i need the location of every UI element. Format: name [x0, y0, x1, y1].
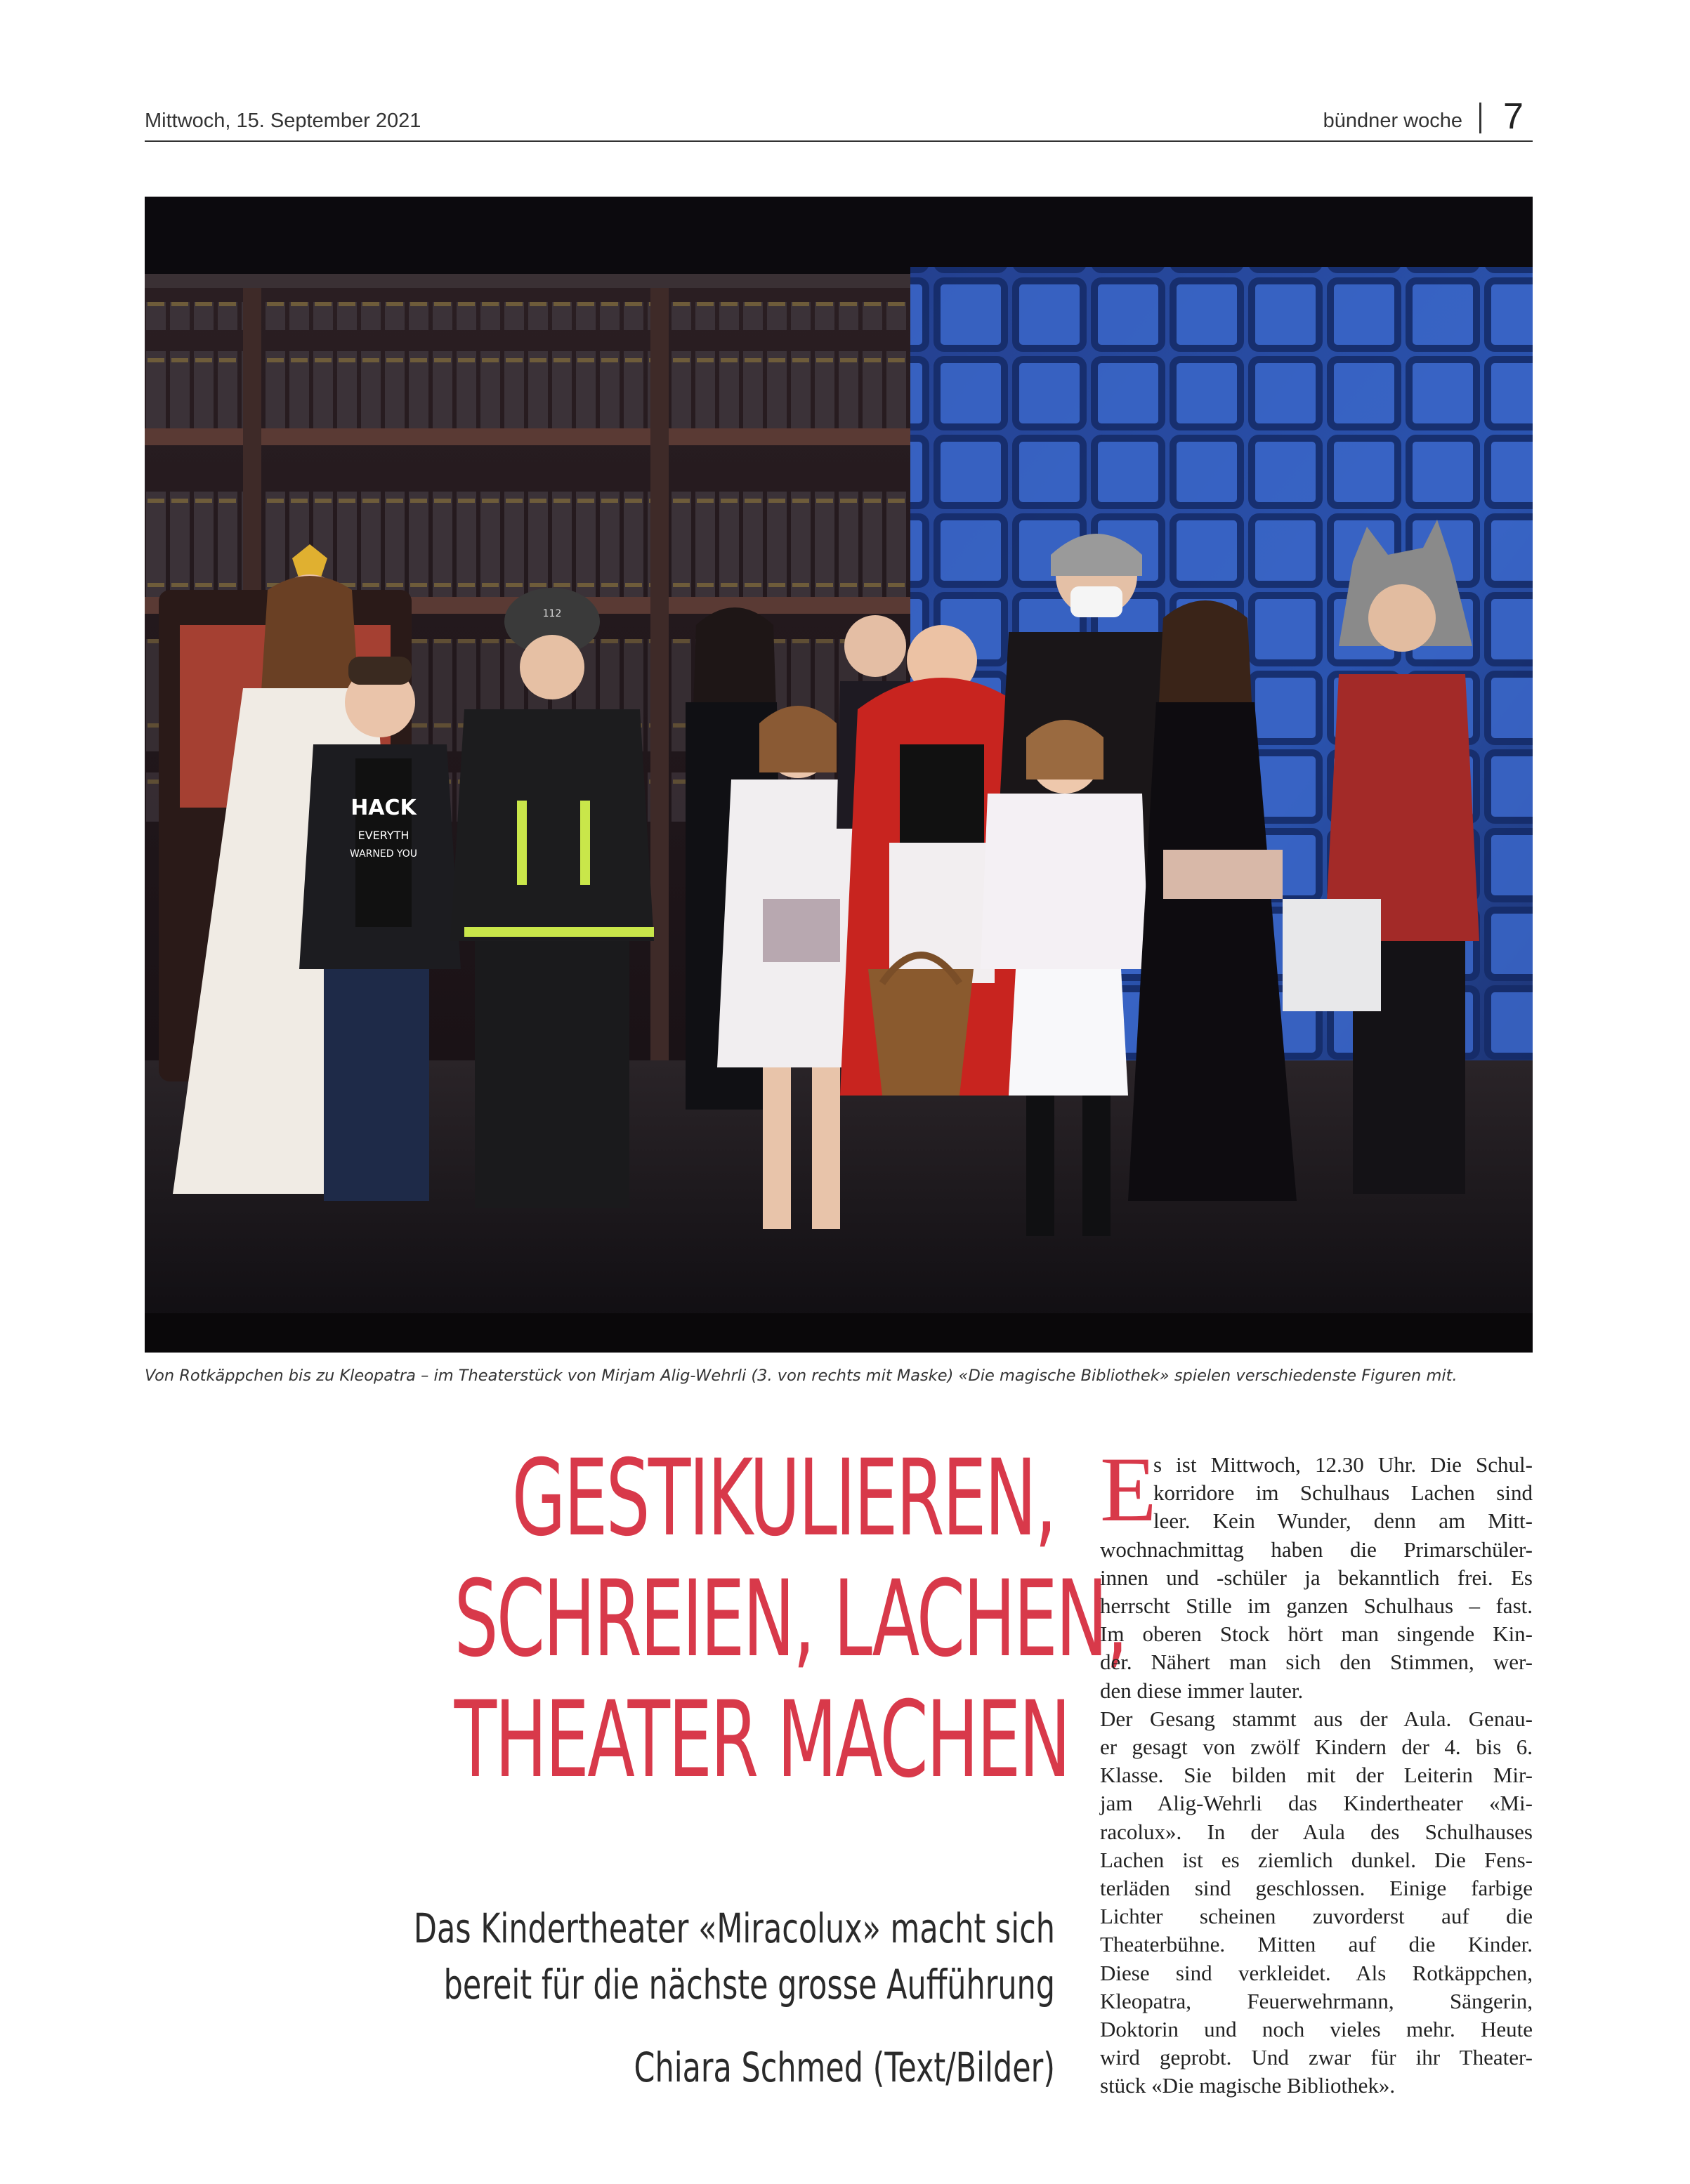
headline-line-1: GESTIKULIEREN,	[511, 1438, 1055, 1560]
publication-name: bündner woche	[1323, 110, 1462, 132]
shirt-text-3: WARNED YOU	[350, 848, 417, 860]
body-line: der. Nähert man sich den Stimmen, wer-	[1100, 1650, 1533, 1675]
stage-photo-illustration	[145, 197, 1533, 1353]
shirt-text-2: EVERYTH	[358, 829, 410, 842]
body-line: wird geprobt. Und zwar für ihr Theater-	[1100, 2045, 1533, 2070]
body-line: Im oberen Stock hört man singende Kin-	[1100, 1621, 1533, 1647]
subhead-line-2: bereit für die nächste grosse Aufführung	[443, 1961, 1055, 2008]
body-line: Der Gesang stammt aus der Aula. Genau-	[1100, 1706, 1533, 1731]
article-byline: Chiara Schmed (Text/Bilder)	[634, 2044, 1055, 2091]
body-line: leer. Kein Wunder, denn am Mitt-	[1153, 1508, 1533, 1534]
body-line: den diese immer lauter.	[1100, 1678, 1304, 1703]
body-line: Lichter scheinen zuvorderst auf die	[1100, 1904, 1533, 1929]
body-line: racolux». In der Aula des Schulhauses	[1100, 1819, 1533, 1844]
drop-cap: E	[1100, 1438, 1157, 1541]
headline-line-3: THEATER MACHEN	[454, 1679, 1070, 1801]
body-line: wochnachmittag haben die Primarschüler-	[1100, 1537, 1533, 1562]
header-separator	[1479, 103, 1481, 133]
body-line: stück «Die magische Bibliothek».	[1100, 2073, 1396, 2098]
subhead-line-1: Das Kindertheater «Miracolux» macht sich	[413, 1905, 1055, 1952]
body-line: Klasse. Sie bilden mit der Leiterin Mir-	[1100, 1763, 1533, 1788]
body-line: Lachen ist es ziemlich dunkel. Die Fens-	[1100, 1847, 1533, 1872]
article-body	[1100, 1451, 1533, 2100]
header-rule	[145, 140, 1533, 142]
body-line: innen und -schüler ja bekanntlich frei. Es	[1100, 1565, 1533, 1590]
photo-caption: Von Rotkäppchen bis zu Kleopatra – im Theaterstück von Mirjam Alig-Wehrli (3. von rechts mit Maske) «Die magische Bibliothek» spielen verschiedenste Figuren mit.	[145, 1367, 1458, 1385]
body-line: Doktorin und noch vieles mehr. Heute	[1100, 2017, 1533, 2042]
article-subhead	[381, 1900, 1055, 2013]
body-line: Kleopatra, Feuerwehrmann, Sängerin,	[1100, 1988, 1533, 2013]
article-photo	[145, 197, 1533, 1353]
shirt-text-1: HACK	[351, 796, 417, 820]
body-line: korridore im Schulhaus Lachen sind	[1153, 1480, 1533, 1506]
body-line: jam Alig-Wehrli das Kindertheater «Mi-	[1100, 1791, 1533, 1816]
issue-date: Mittwoch, 15. September 2021	[145, 110, 421, 132]
body-line: er gesagt von zwölf Kindern der 4. bis 6.	[1100, 1735, 1533, 1760]
body-line: terläden sind geschlossen. Einige farbige	[1100, 1876, 1533, 1901]
helmet-number: 112	[542, 608, 562, 619]
body-line: Theaterbühne. Mitten auf die Kinder.	[1100, 1932, 1533, 1957]
page-number: 7	[1503, 96, 1524, 137]
article-headline	[454, 1438, 1127, 1801]
body-line: herrscht Stille im ganzen Schulhaus – fast.	[1100, 1593, 1533, 1619]
headline-line-2: SCHREIEN, LACHEN,	[454, 1558, 1127, 1680]
body-line: s ist Mittwoch, 12.30 Uhr. Die Schul-	[1153, 1452, 1533, 1477]
body-line: Diese sind verkleidet. Als Rotkäppchen,	[1100, 1960, 1533, 1985]
